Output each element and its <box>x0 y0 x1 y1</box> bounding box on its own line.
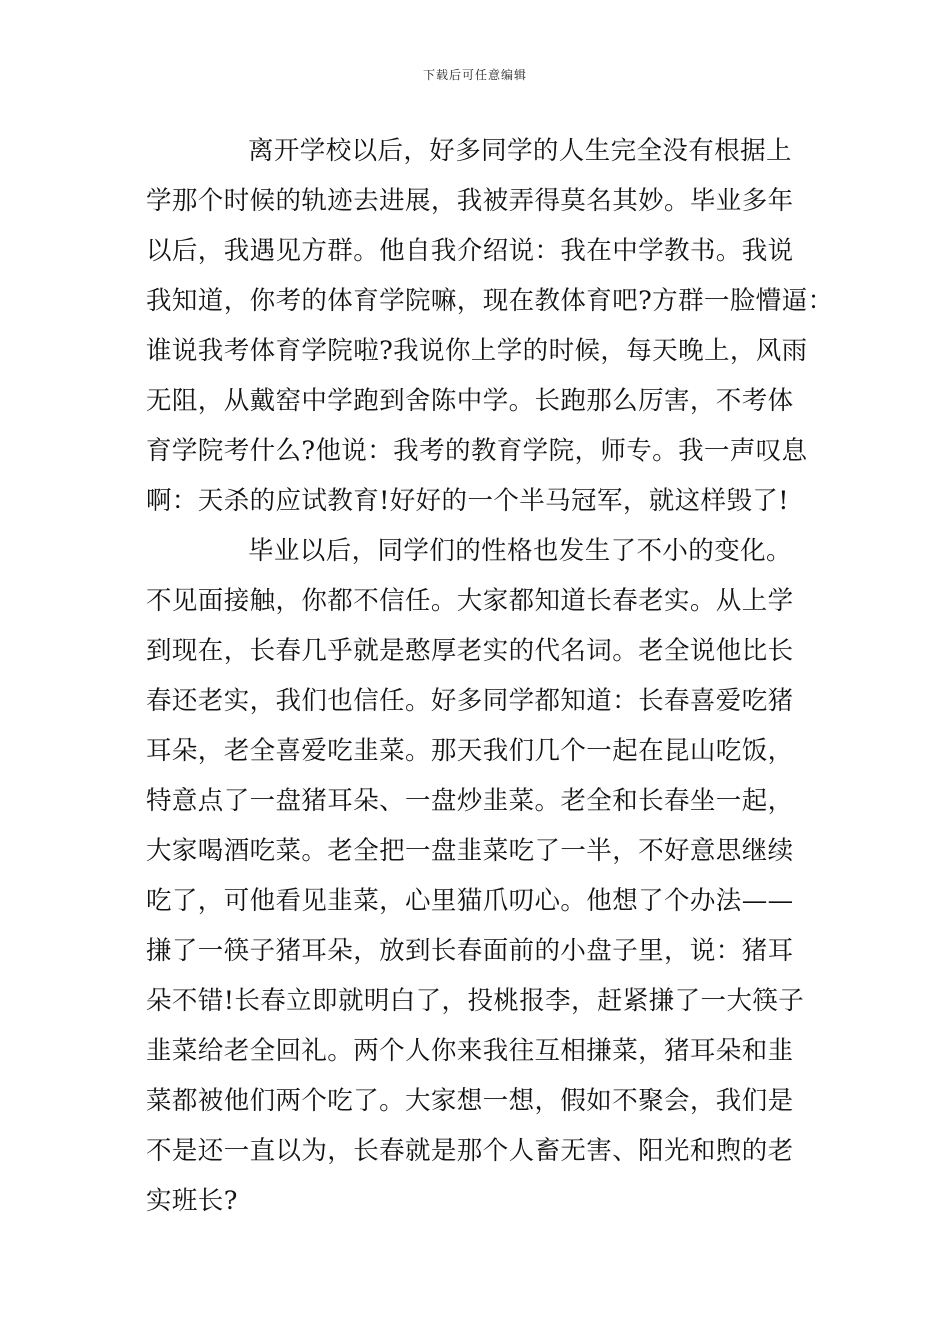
text-line: 菜都被他们两个吃了。大家想一想，假如不聚会，我们是 <box>146 1086 794 1116</box>
text-line: 实班长? <box>146 1186 238 1216</box>
text-line: 到现在，长春几乎就是憨厚老实的代名词。老全说他比长 <box>146 636 794 666</box>
text-line: 我知道，你考的体育学院嘛，现在教体育吧?方群一脸懵逼： <box>146 286 834 316</box>
text-line: 韭菜给老全回礼。两个人你来我往互相搛菜，猪耳朵和韭 <box>146 1036 794 1066</box>
text-line: 谁说我考体育学院啦?我说你上学的时候，每天晚上，风雨 <box>146 336 808 366</box>
text-line: 大家喝酒吃菜。老全把一盘韭菜吃了一半，不好意思继续 <box>146 836 794 866</box>
text-line: 育学院考什么?他说：我考的教育学院，师专。我一声叹息 <box>146 436 808 466</box>
text-line: 学那个时候的轨迹去进展，我被弄得莫名其妙。毕业多年 <box>146 186 794 216</box>
text-line: 春还老实，我们也信任。好多同学都知道：长春喜爱吃猪 <box>146 686 794 716</box>
text-line: 离开学校以后，好多同学的人生完全没有根据上 <box>248 136 792 166</box>
paragraph-1 <box>146 126 834 526</box>
text-line: 不见面接触，你都不信任。大家都知道长春老实。从上学 <box>146 586 794 616</box>
text-line: 毕业以后，同学们的性格也发生了不小的变化。 <box>248 536 792 566</box>
text-line: 特意点了一盘猪耳朵、一盘炒韭菜。老全和长春坐一起， <box>146 786 794 816</box>
paragraph-2 <box>146 526 816 1226</box>
text-line: 以后，我遇见方群。他自我介绍说：我在中学教书。我说 <box>146 236 794 266</box>
text-line: 朵不错!长春立即就明白了，投桃报李，赶紧搛了一大筷子 <box>146 986 805 1016</box>
text-line: 吃了，可他看见韭菜，心里猫爪叨心。他想了个办法—— <box>146 886 794 916</box>
text-line: 搛了一筷子猪耳朵，放到长春面前的小盘子里，说：猪耳 <box>146 936 794 966</box>
text-line: 耳朵，老全喜爱吃韭菜。那天我们几个一起在昆山吃饭， <box>146 736 794 766</box>
text-line: 啊：天杀的应试教育!好好的一个半马冠军，就这样毁了! <box>146 486 789 516</box>
text-line: 不是还一直以为，长春就是那个人畜无害、阳光和煦的老 <box>146 1136 794 1166</box>
text-line: 无阻，从戴窑中学跑到舍陈中学。长跑那么厉害，不考体 <box>146 386 794 416</box>
document-body <box>146 126 834 1226</box>
page-header: 下载后可任意编辑 <box>422 68 527 82</box>
